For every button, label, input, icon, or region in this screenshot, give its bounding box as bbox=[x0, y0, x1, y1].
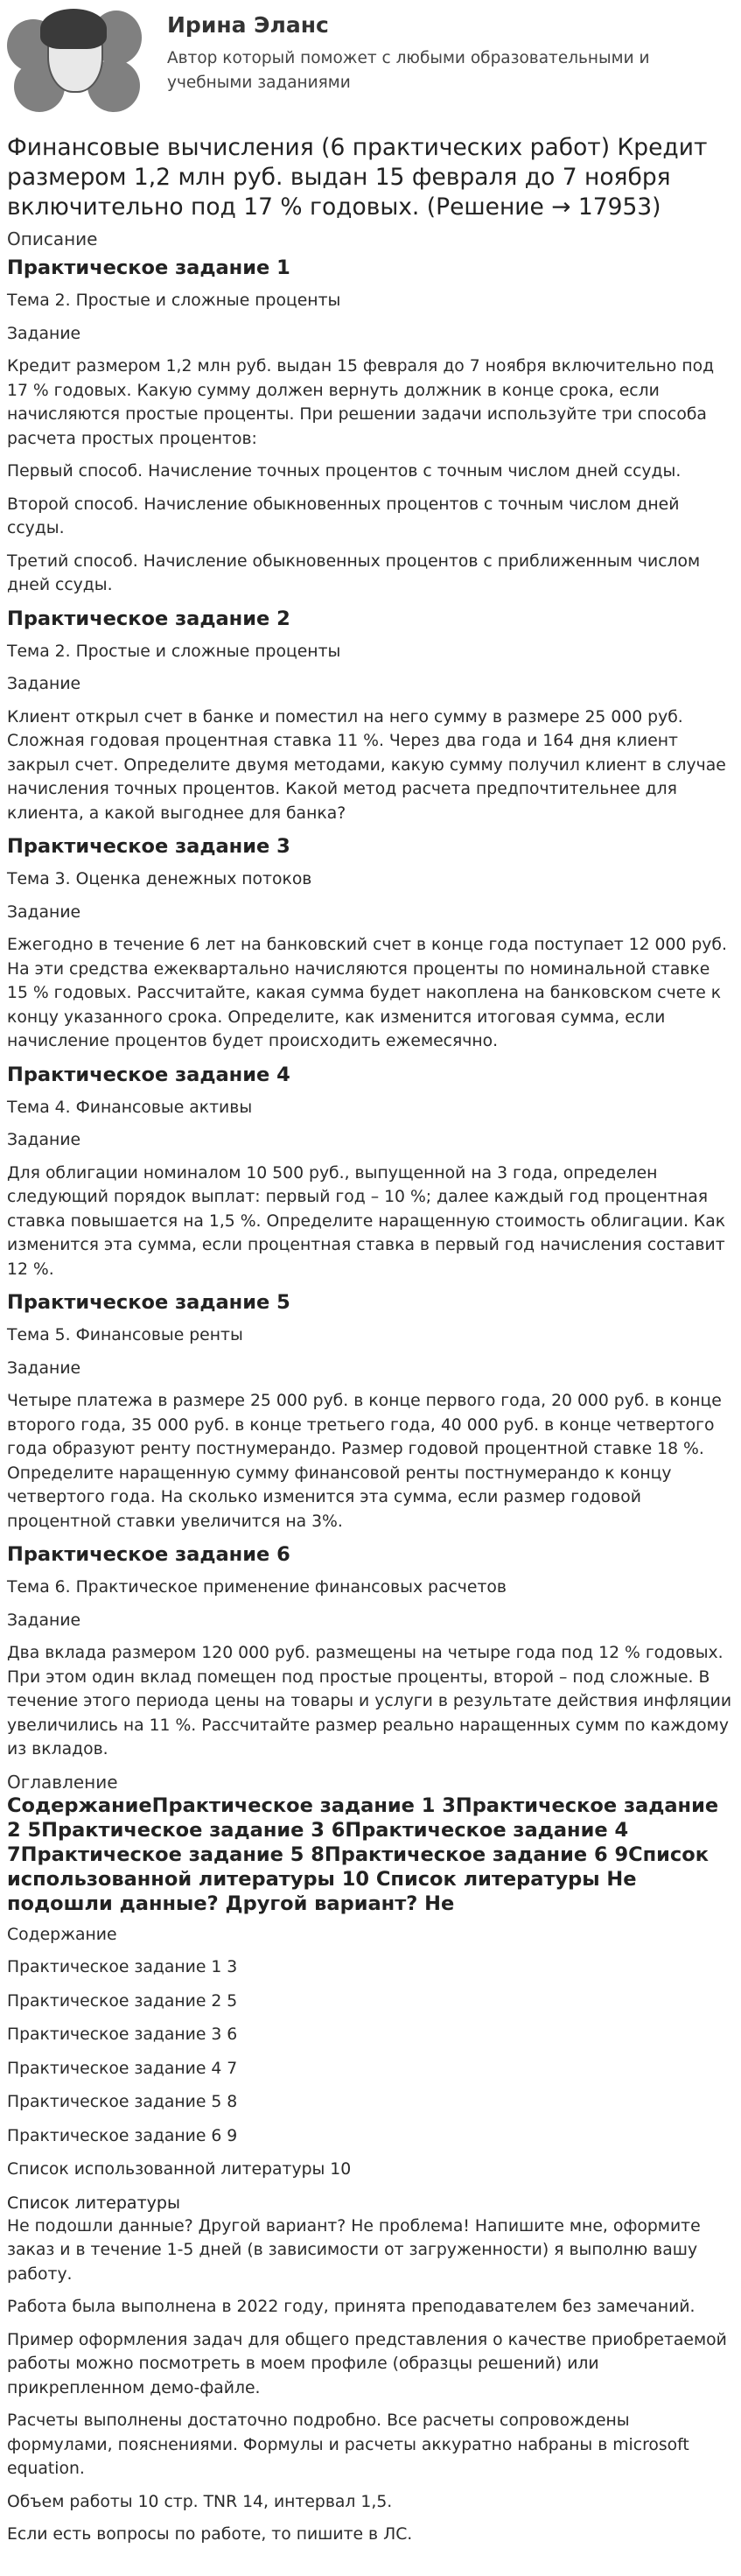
task-text: Четыре платежа в размере 25 000 руб. в конце первого года, 20 000 руб. в конце второго года, 35 000 руб. в конце третьего года, 40 000 руб. в конце четвертого года образуют ренту постнумерандо. Размер годовой процентной ставке 18 %. Определите наращенную сумму финансовой ренты постнумерандо к концу четвертого года. На сколько изменится эта сумма, если размер годовой процентной ставки увеличится на 3%. bbox=[7, 1392, 722, 1531]
task-text: Второй способ. Начисление обыкновенных процентов с точным числом дней ссуды. bbox=[7, 495, 680, 537]
contents-item: Практическое задание 3 6 bbox=[7, 2025, 238, 2044]
task-text: Первый способ. Начисление точных процентов с точным числом дней ссуды. bbox=[7, 462, 682, 481]
footer-text: Работа была выполнена в 2022 году, принята преподавателем без замечаний. bbox=[7, 2298, 696, 2316]
author-card[interactable] bbox=[7, 0, 734, 130]
task-heading: Практическое задание 2 bbox=[7, 607, 290, 630]
task-label: Задание bbox=[7, 1611, 81, 1630]
task-label: Задание bbox=[7, 902, 81, 922]
tasks-section bbox=[7, 256, 734, 1762]
footer-text: Расчеты выполнены достаточно подробно. Все расчеты сопровождены формулами, пояснениями. Формулы и расчеты аккуратно набраны в microsoft equation. bbox=[7, 2411, 689, 2478]
task-text: Два вклада размером 120 000 руб. размещены на четыре года под 12 % годовых. При этом один вклад помещен под простые проценты, второй – под сложные. В течение этого периода цены на товары и услуги в результате действия инфляции увеличились на 11 %. Рассчитайте размер реально наращенных сумм по каждому из вкладов. bbox=[7, 1644, 732, 1758]
task-text: Ежегодно в течение 6 лет на банковский счет в конце года поступает 12 000 руб. На эти средства ежеквартально начисляются проценты по номинальной ставке 15 % годовых. Рассчитайте, какая сумма будет накоплена на банковском счете к концу указанного срока. Определите, как изменится итоговая сумма, если начисление процентов будет происходить ежемесячно. bbox=[7, 936, 727, 1050]
literature-label: Список литературы bbox=[7, 2193, 180, 2213]
footer-section bbox=[7, 2215, 734, 2547]
task-section bbox=[7, 1542, 734, 1762]
task-heading: Практическое задание 5 bbox=[7, 1291, 290, 1314]
task-text: Третий способ. Начисление обыкновенных процентов с приближенным числом дней ссуды. bbox=[7, 551, 701, 594]
contents-item: Практическое задание 4 7 bbox=[7, 2059, 238, 2078]
contents-item: Практическое задание 2 5 bbox=[7, 1991, 238, 2011]
avatar-hair bbox=[40, 9, 107, 49]
task-heading: Практическое задание 3 bbox=[7, 835, 290, 858]
task-section bbox=[7, 1063, 734, 1282]
description-label: Описание bbox=[7, 228, 98, 249]
author-info bbox=[167, 7, 683, 95]
contents-label: Содержание bbox=[7, 1925, 117, 1944]
task-topic: Тема 2. Простые и сложные проценты bbox=[7, 642, 341, 661]
footer-text: Объем работы 10 стр. TNR 14, интервал 1,5. bbox=[7, 2492, 393, 2511]
toc-summary: СодержаниеПрактическое задание 1 3Практическое задание 2 5Практическое задание 3 6Практическое задание 4 7Практическое задание 5 8Практическое задание 6 9Список использованной литературы 10 Список литературы Не подошли данные? Другой вариант? Не bbox=[7, 1793, 719, 1915]
task-topic: Тема 2. Простые и сложные проценты bbox=[7, 291, 341, 310]
task-topic: Тема 3. Оценка денежных потоков bbox=[7, 870, 312, 888]
contents-item: Практическое задание 6 9 bbox=[7, 2126, 238, 2145]
task-heading: Практическое задание 4 bbox=[7, 1063, 290, 1086]
task-text: Для облигации номиналом 10 500 руб., выпущенной на 3 года, определен следующий порядок выплат: первый год – 10 %; далее каждый год процентная ставка повышается на 1,5 %. Определите наращенную стоимость облигации. Как изменится эта сумма, если процентная ставка в первый год начисления составит 12 %. bbox=[7, 1163, 726, 1279]
task-label: Задание bbox=[7, 675, 81, 693]
footer-text: Если есть вопросы по работе, то пишите в ЛС. bbox=[7, 2525, 413, 2544]
task-heading: Практическое задание 1 bbox=[7, 256, 290, 279]
contents-item: Практическое задание 5 8 bbox=[7, 2093, 238, 2111]
contents-item: Практическое задание 1 3 bbox=[7, 1958, 238, 1976]
task-label: Задание bbox=[7, 324, 81, 343]
footer-text: Не подошли данные? Другой вариант? Не проблема! Напишите мне, оформите заказ и в течение 1-5 дней (в зависимости от загруженности) я выполню вашу работу. bbox=[7, 2216, 701, 2284]
task-text: Клиент открыл счет в банке и поместил на него сумму в размере 25 000 руб. Сложная годовая процентная ставка 11 %. Через два года и 164 дня клиент закрыл счет. Определите двумя методами, какую сумму получил клиент в случае начисления точных процентов. Какой метод расчета предпочтительнее для клиента, а какой выгоднее для банка? bbox=[7, 707, 726, 823]
author-name[interactable]: Ирина Эланс bbox=[167, 12, 329, 38]
task-heading: Практическое задание 6 bbox=[7, 1543, 290, 1566]
footer-text: Пример оформления задач для общего представления о качестве приобретаемой работы можно посмотреть в моем профиле (образцы решений) или прикрепленном демо-файле. bbox=[7, 2330, 727, 2397]
task-section bbox=[7, 834, 734, 1054]
toc-label: Оглавление bbox=[7, 1771, 118, 1793]
task-topic: Тема 5. Финансовые ренты bbox=[7, 1326, 243, 1344]
contents-item: Список использованной литературы 10 bbox=[7, 2160, 352, 2179]
task-text: Кредит размером 1,2 млн руб. выдан 15 февраля до 7 ноября включительно под 17 % годовых. Какую сумму должен вернуть должник в конце срока, если начисляются простые проценты. При решении задачи используйте три способа расчета простых процентов: bbox=[7, 357, 715, 448]
task-label: Задание bbox=[7, 1358, 81, 1378]
task-topic: Тема 4. Финансовые активы bbox=[7, 1098, 253, 1117]
task-topic: Тема 6. Практическое применение финансовых расчетов bbox=[7, 1578, 507, 1597]
task-label: Задание bbox=[7, 1131, 81, 1149]
author-description: Автор который поможет с любыми образовательными и учебными заданиями bbox=[167, 49, 650, 92]
task-section bbox=[7, 607, 734, 826]
contents-list bbox=[7, 1955, 734, 2182]
task-section bbox=[7, 256, 734, 598]
avatar[interactable] bbox=[7, 7, 143, 115]
page-title: Финансовые вычисления (6 практических работ) Кредит размером 1,2 млн руб. выдан 15 февраля до 7 ноября включительно под 17 % годовых. (Решение → 17953) bbox=[7, 134, 708, 221]
task-section bbox=[7, 1290, 734, 1534]
